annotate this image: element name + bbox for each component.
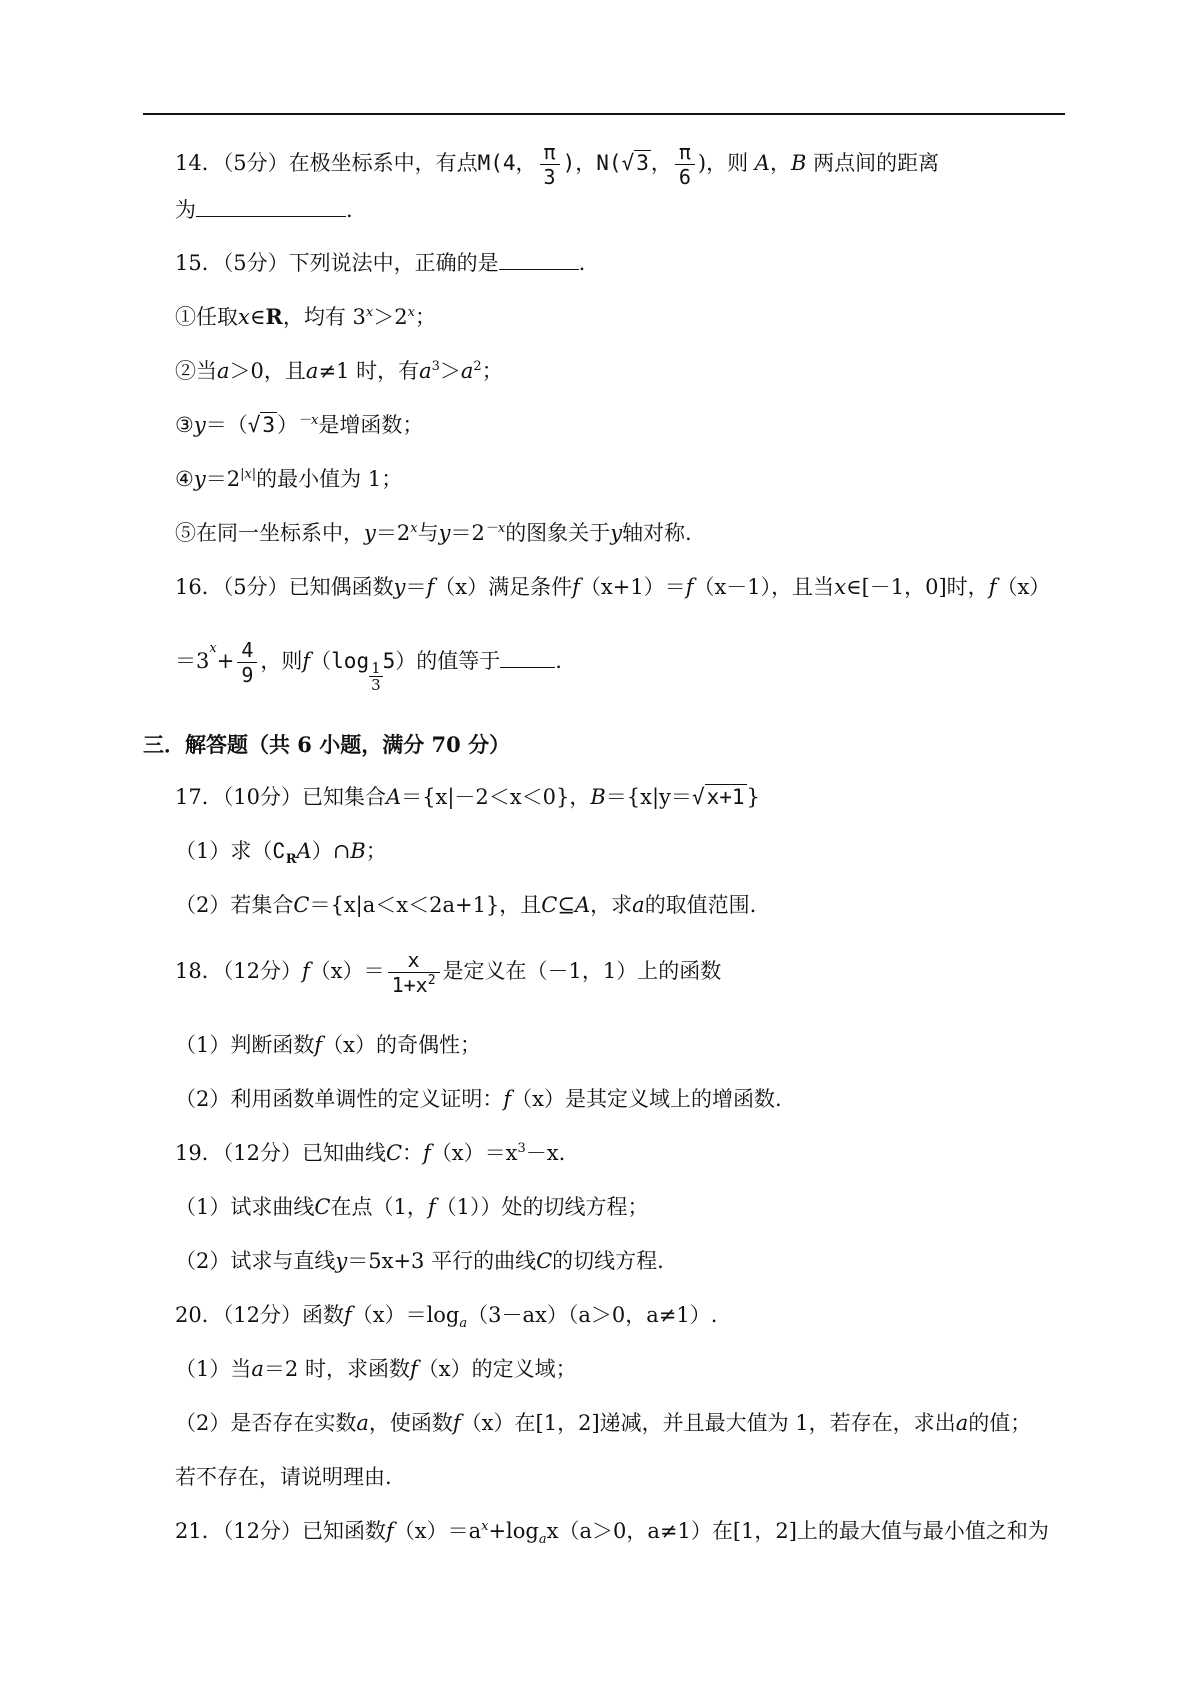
q15-sqrt: √3 [247,413,276,437]
q15-option-3: $③y=(√3)^{-x}$是增函数； [175,410,1070,440]
q19-part1: （1）试求曲线C在点（1，f（1））处的切线方程； [175,1195,649,1219]
q14-sqrt: √3 [621,151,649,175]
q17-part1: （1）求$(∁_RA)\cap B$； [175,839,387,868]
q15-answer-blank[interactable] [499,249,579,270]
q15-option-4: $④y=2^{|x|}$的最小值为 1； [175,467,403,491]
q19-part2: （2）试求与直线y＝5x+3 平行的曲线C的切线方程. [175,1249,664,1273]
q17-part2: （2）若集合C＝{x|a＜x＜2a+1}，且C⊆A，求a的取值范围. [175,893,757,917]
q17-sqrt: √x+1 [691,785,745,809]
q20-part1: （1）当a＝2 时，求函数f（x）的定义域； [175,1357,577,1381]
q14-line2: 为 . [175,198,353,222]
q15-option-5: ⑤在同一坐标系中，$y=2^x$与$y=2^{-x}$的图象关于y轴对称. [175,521,692,545]
q21-stem: 21．（12分）已知函数$f(x)=a^x+\log_ax(a>0$，a≠1）在[1，2]上的最大值与最小值之和为 [175,1519,1049,1548]
q19-stem: 19．（12分）已知曲线C：$f(x)=x^3-x$. [175,1141,566,1165]
q14-frac-m: $\frac{\pi}{3}$ [540,140,560,189]
q15-option-1: ①任取x∈R，均有 $3^x>2^x$； [175,304,436,329]
q14-frac-n: $\frac{\pi}{6}$ [675,140,695,189]
section-3-heading: 三．解答题（共 6 小题，满分 70 分） [143,732,511,757]
q15-option-2: ②当a＞0，且a≠1 时，有$a^3>a^2$； [175,359,503,383]
q18-part1: （1）判断函数f（x）的奇偶性； [175,1033,481,1057]
q20-part2: （2）是否存在实数a，使函数f（x）在[1，2]递减，并且最大值为 1，若存在，求出a的值； [175,1411,1032,1435]
q20-stem: 20．（12分）函数$f(x)=\log_a(3-ax)(a>0$，a≠1）. [175,1303,718,1332]
q18-part2: （2）利用函数单调性的定义证明：f（x）是其定义域上的增函数. [175,1087,782,1111]
q18-frac: $\frac{x}{1+x^2}$ [388,948,440,997]
q16-line1: 16．（5分）已知偶函数y＝f（x）满足条件f（x+1）＝f（x－1），且当x∈[－1，0]时，f（x） [175,575,1051,599]
q16-frac: $\frac{4}{9}$ [237,638,257,687]
q20-part2-cont: 若不存在，请说明理由. [175,1465,392,1489]
q15-stem: 15．（5分）下列说法中，正确的是 . [175,251,586,275]
q16-answer-blank[interactable] [500,647,555,668]
q18-stem: 18．（12分）f（x）＝ $\frac{x}{1+x^2}$ 是定义在（－1，1）上的函数 [175,948,722,997]
q16-log-base: $\frac{1}{3}$ [371,659,381,694]
q14-answer-blank[interactable] [196,196,346,217]
q17-stem: 17．（10分）已知集合A＝{x|－2＜x＜0}，B＝{x|y＝√x+1} [175,782,1070,812]
header-rule [143,113,1065,115]
q14-line1: 14．（5分）在极坐标系中，有点M(4， $\frac{\pi}{3}$ )，N(√3， $\frac{\pi}{6}$ )，则 A，B 两点间的距离 [175,140,940,189]
q16-line2: $=3^x+$ $\frac{4}{9}$ ，则f（log $\frac{1}{3}$ 5）的值等于 . [175,638,562,694]
